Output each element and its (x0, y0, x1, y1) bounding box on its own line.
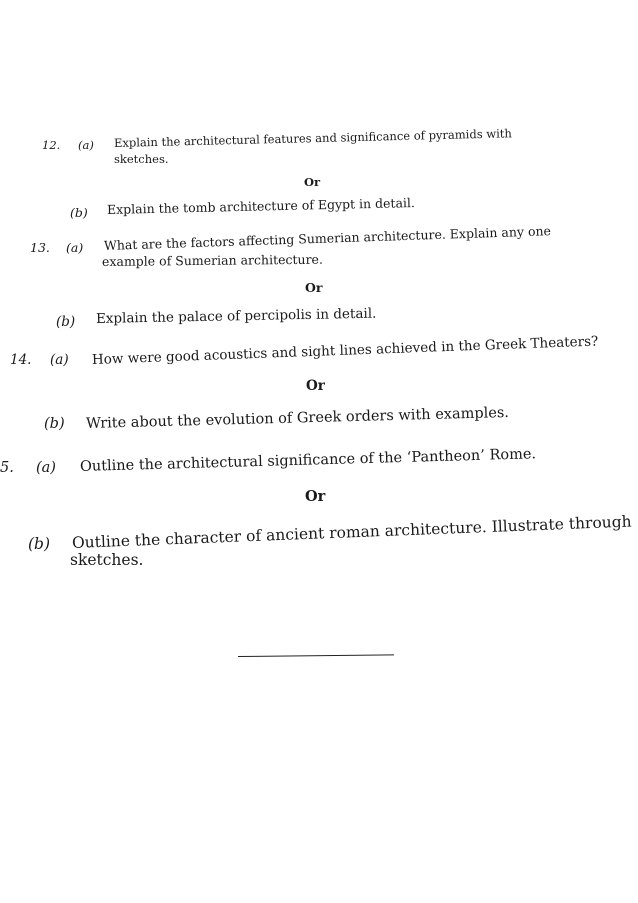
question-13a-text-line2: example of Sumerian architecture. (101, 251, 323, 269)
question-12a-label: (a) (78, 138, 94, 152)
question-15-or: Or (305, 488, 326, 505)
question-14-number: 14. (10, 352, 32, 368)
question-15b-text-line1: Outline the character of ancient roman architecture. Illustrate through (71, 512, 632, 552)
question-13-number: 13. (30, 240, 50, 255)
question-13b-label: (b) (56, 314, 76, 330)
question-15b-text-line2: sketches. (70, 551, 144, 569)
question-13a-label: (a) (66, 240, 84, 255)
question-12a-text-line1: Explain the architectural features and significance of pyramids with (113, 126, 513, 150)
question-14a-label: (a) (50, 352, 69, 368)
question-15a-text: Outline the architectural significance of the ‘Pantheon’ Rome. (79, 446, 537, 475)
question-14-or: Or (306, 378, 325, 394)
question-12-number: 12. (42, 138, 61, 152)
question-13a-text-line1: What are the factors affecting Sumerian architecture. Explain any one (103, 223, 552, 253)
question-12-or: Or (304, 175, 321, 189)
question-13-or: Or (305, 280, 323, 295)
question-12b-label: (b) (70, 205, 88, 220)
question-14a-text: How were good acoustics and sight lines achieved in the Greek Theaters? (91, 333, 599, 368)
question-12a-text-line2: sketches. (114, 152, 169, 166)
question-13b-text: Explain the palace of percipolis in detail. (95, 305, 377, 327)
question-15-number: 5. (0, 460, 14, 476)
question-12b-text: Explain the tomb architecture of Egypt in detail. (106, 195, 416, 217)
question-14b-text: Write about the evolution of Greek orders with examples. (85, 404, 510, 432)
end-rule (238, 654, 394, 657)
question-14b-label: (b) (44, 416, 65, 432)
question-15a-label: (a) (36, 460, 56, 476)
question-15b-label: (b) (28, 535, 51, 553)
